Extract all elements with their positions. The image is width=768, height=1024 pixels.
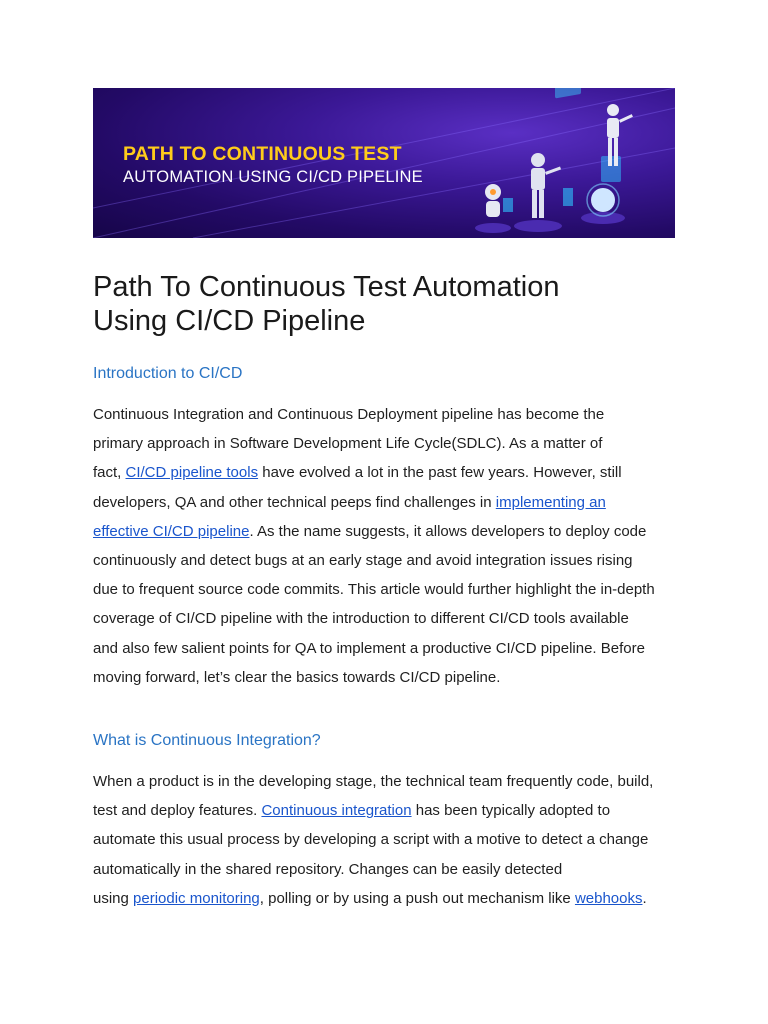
page-title-line: Path To Continuous Test Automation — [93, 271, 560, 303]
webhooks-link[interactable]: webhooks — [574, 889, 643, 907]
text-run: have evolved a lot in the past few years. However, still — [258, 464, 622, 482]
text-run: fact, — [93, 464, 126, 482]
implementing-effective-pipeline-link[interactable]: effective CI/CD pipeline — [93, 522, 250, 540]
text-line: and also few salient points for QA to implement a productive CI/CD pipeline. Before — [93, 639, 645, 657]
text-run: . As the name suggests, it allows developers to deploy code — [249, 522, 647, 540]
text-line: automate this usual process by developing a script with a motive to detect a change — [93, 831, 649, 849]
text-line: continuously and detect bugs at an early stage and avoid integration issues rising — [93, 552, 633, 570]
text-run: test and deploy features. — [93, 802, 262, 820]
intro-paragraph — [93, 400, 683, 692]
text-line — [93, 796, 683, 825]
text-line: primary approach in Software Development Life Cycle(SDLC). As a matter of — [93, 435, 603, 453]
text-line: Continuous Integration and Continuous Deployment pipeline has become the — [93, 406, 605, 423]
robot-icon — [531, 153, 561, 218]
text-line: coverage of CI/CD pipeline with the introduction to different CI/CD tools available — [93, 610, 629, 628]
text-run: using — [93, 889, 134, 907]
floating-screen-icon — [555, 88, 581, 99]
text-line — [93, 517, 683, 546]
ci-paragraph — [93, 767, 683, 913]
continuous-integration-link[interactable]: Continuous integration — [261, 802, 412, 820]
text-line: moving forward, let’s clear the basics towards CI/CD pipeline. — [93, 668, 501, 686]
text-line: When a product is in the developing stage, the technical team frequently code, build, — [93, 773, 654, 790]
text-run: developers, QA and other technical peeps find challenges in — [93, 493, 496, 511]
page-title-line: Using CI/CD Pipeline — [93, 305, 366, 337]
text-run: . — [642, 889, 647, 907]
section-heading-intro: Introduction to CI/CD — [93, 365, 243, 382]
text-line — [93, 488, 683, 517]
text-line: due to frequent source code commits. This article would further highlight the in-depth — [93, 581, 655, 599]
text-line — [93, 458, 683, 487]
cicd-pipeline-tools-link[interactable]: CI/CD pipeline tools — [125, 464, 259, 482]
periodic-monitoring-link[interactable]: periodic monitoring — [133, 889, 260, 907]
implementing-effective-pipeline-link[interactable]: implementing an — [495, 493, 606, 511]
banner-subtitle: AUTOMATION USING CI/CD PIPELINE — [123, 168, 423, 186]
text-line — [93, 884, 683, 913]
text-run: , polling or by using a push out mechanism like — [259, 889, 575, 907]
text-line: automatically in the shared repository. Changes can be easily detected — [93, 860, 563, 878]
robot-icon — [485, 184, 501, 217]
hero-banner — [93, 88, 675, 238]
banner-title: PATH TO CONTINUOUS TEST — [123, 143, 402, 165]
text-run: has been typically adopted to — [411, 802, 611, 820]
page-title — [93, 270, 683, 338]
section-heading-ci: What is Continuous Integration? — [93, 732, 321, 749]
